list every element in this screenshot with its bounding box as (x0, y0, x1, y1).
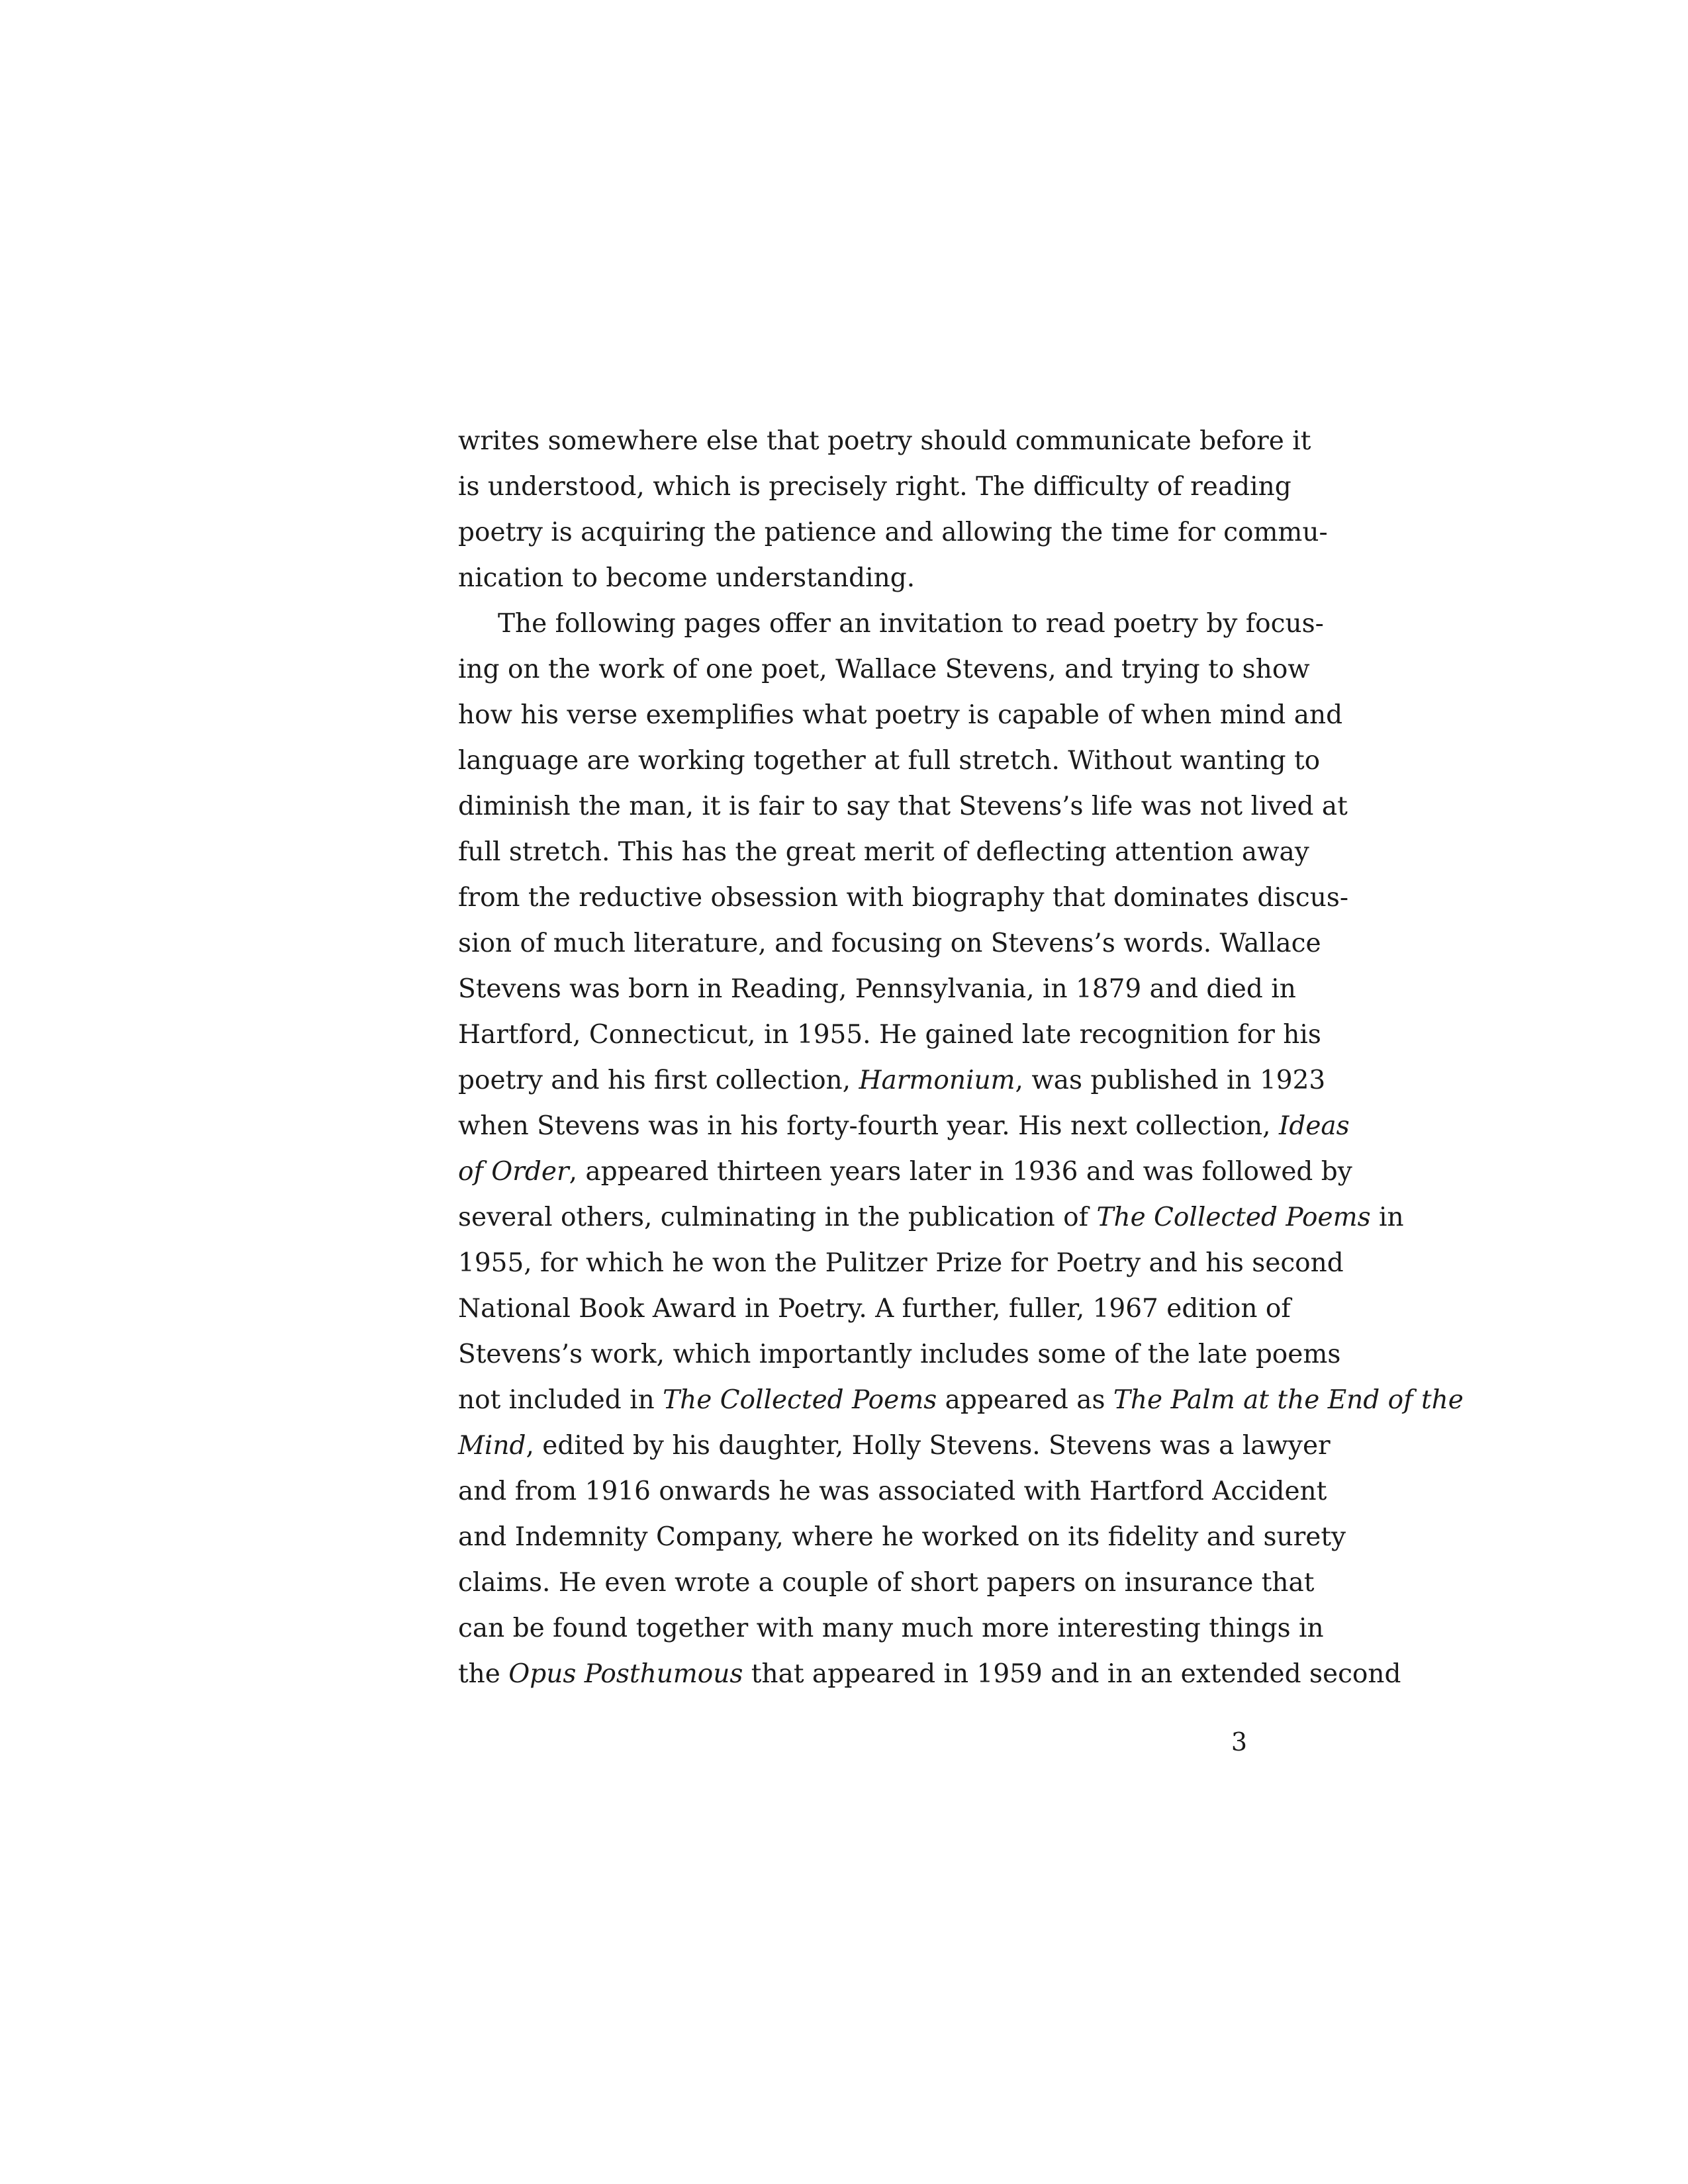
text-line (458, 647, 1310, 692)
text-segment: several others, culminating in the publication of (458, 1203, 1097, 1232)
text-line (458, 555, 1247, 601)
text-segment: The following pages offer an invitation to read poetry by focus- (498, 609, 1324, 639)
text-segment: claims. He even wrote a couple of short papers on insurance that (458, 1568, 1315, 1598)
text-segment: and Indemnity Company, where he worked on its fidelity and surety (458, 1522, 1346, 1552)
text-line (458, 601, 1324, 647)
text-line (458, 418, 1311, 464)
text-segment: that appeared in 1959 and in an extended second (743, 1659, 1401, 1689)
text-segment: Stevens’s work, which importantly includes some of the late poems (458, 1340, 1341, 1369)
text-segment: the (458, 1659, 509, 1689)
text-segment: , appeared thirteen years later in 1936 and was followed by (569, 1157, 1352, 1187)
text-line (458, 692, 1343, 738)
book-title: Opus Posthumous (508, 1659, 743, 1689)
text-line (458, 1606, 1324, 1651)
text-segment: full stretch. This has the great merit of deflecting attention away (458, 837, 1309, 867)
text-line (458, 1103, 1350, 1149)
text-segment: Stevens was born in Reading, Pennsylvania, in 1879 and died in (458, 974, 1296, 1004)
text-segment: poetry and his first collection, (458, 1066, 859, 1095)
text-line (458, 875, 1349, 921)
text-segment: National Book Award in Poetry. A further, fuller, 1967 edition of (458, 1294, 1291, 1324)
text-line (458, 1469, 1327, 1514)
text-line (458, 1149, 1352, 1195)
paragraph-1 (458, 418, 1328, 601)
text-segment: poetry is acquiring the patience and allowing the time for commu- (458, 518, 1328, 547)
text-segment: Hartford, Connecticut, in 1955. He gained late recognition for his (458, 1020, 1321, 1050)
text-segment: writes somewhere else that poetry should communicate before it (458, 426, 1311, 456)
text-line (458, 1377, 1464, 1423)
text-line (458, 1195, 1404, 1240)
text-line (458, 829, 1309, 875)
book-title: Mind (458, 1431, 526, 1461)
text-segment: how his verse exemplifies what poetry is capable of when mind and (458, 700, 1343, 730)
text-line (458, 966, 1296, 1012)
text-segment: ing on the work of one poet, Wallace Stevens, and trying to show (458, 655, 1310, 684)
book-title: The Collected Poems (663, 1385, 937, 1415)
text-line (458, 510, 1328, 555)
text-segment: diminish the man, it is fair to say that Stevens’s life was not lived at (458, 792, 1348, 821)
body-text (458, 418, 1464, 1697)
text-segment: from the reductive obsession with biography that dominates discus- (458, 883, 1349, 913)
text-line (458, 738, 1321, 784)
text-segment: language are working together at full stretch. Without wanting to (458, 746, 1321, 776)
text-line (458, 1560, 1315, 1606)
text-line (458, 1651, 1401, 1697)
text-line (458, 1012, 1321, 1058)
text-segment: and from 1916 onwards he was associated with Hartford Accident (458, 1477, 1327, 1506)
text-segment: 1955, for which he won the Pulitzer Prize for Poetry and his second (458, 1248, 1344, 1278)
text-line (458, 1286, 1291, 1332)
text-line (458, 1240, 1344, 1286)
book-title: The Palm at the End of the (1113, 1385, 1464, 1415)
paragraph-2 (458, 601, 1464, 1697)
book-title: Harmonium (859, 1066, 1015, 1095)
text-segment: can be found together with many much more interesting things in (458, 1614, 1324, 1643)
text-segment: , was published in 1923 (1015, 1066, 1326, 1095)
text-segment: not included in (458, 1385, 663, 1415)
text-segment: , edited by his daughter, Holly Stevens. Stevens was a lawyer (526, 1431, 1331, 1461)
text-segment: when Stevens was in his forty-fourth year. His next collection, (458, 1111, 1279, 1141)
text-segment: appeared as (937, 1385, 1113, 1415)
text-line (458, 784, 1348, 829)
text-segment: in (1370, 1203, 1404, 1232)
text-line (458, 1058, 1326, 1103)
text-line (458, 1514, 1346, 1560)
text-segment: nication to become understanding. (458, 563, 915, 593)
book-title: of Order (458, 1157, 569, 1187)
text-line (458, 1332, 1341, 1377)
text-line (458, 464, 1291, 510)
text-segment: is understood, which is precisely right. The difficulty of reading (458, 472, 1291, 502)
text-line (458, 1423, 1331, 1469)
book-title: The Collected Poems (1096, 1203, 1371, 1232)
page-number: 3 (1231, 1727, 1247, 1756)
text-line (458, 921, 1321, 966)
book-title: Ideas (1278, 1111, 1350, 1141)
text-segment: sion of much literature, and focusing on Stevens’s words. Wallace (458, 929, 1321, 958)
